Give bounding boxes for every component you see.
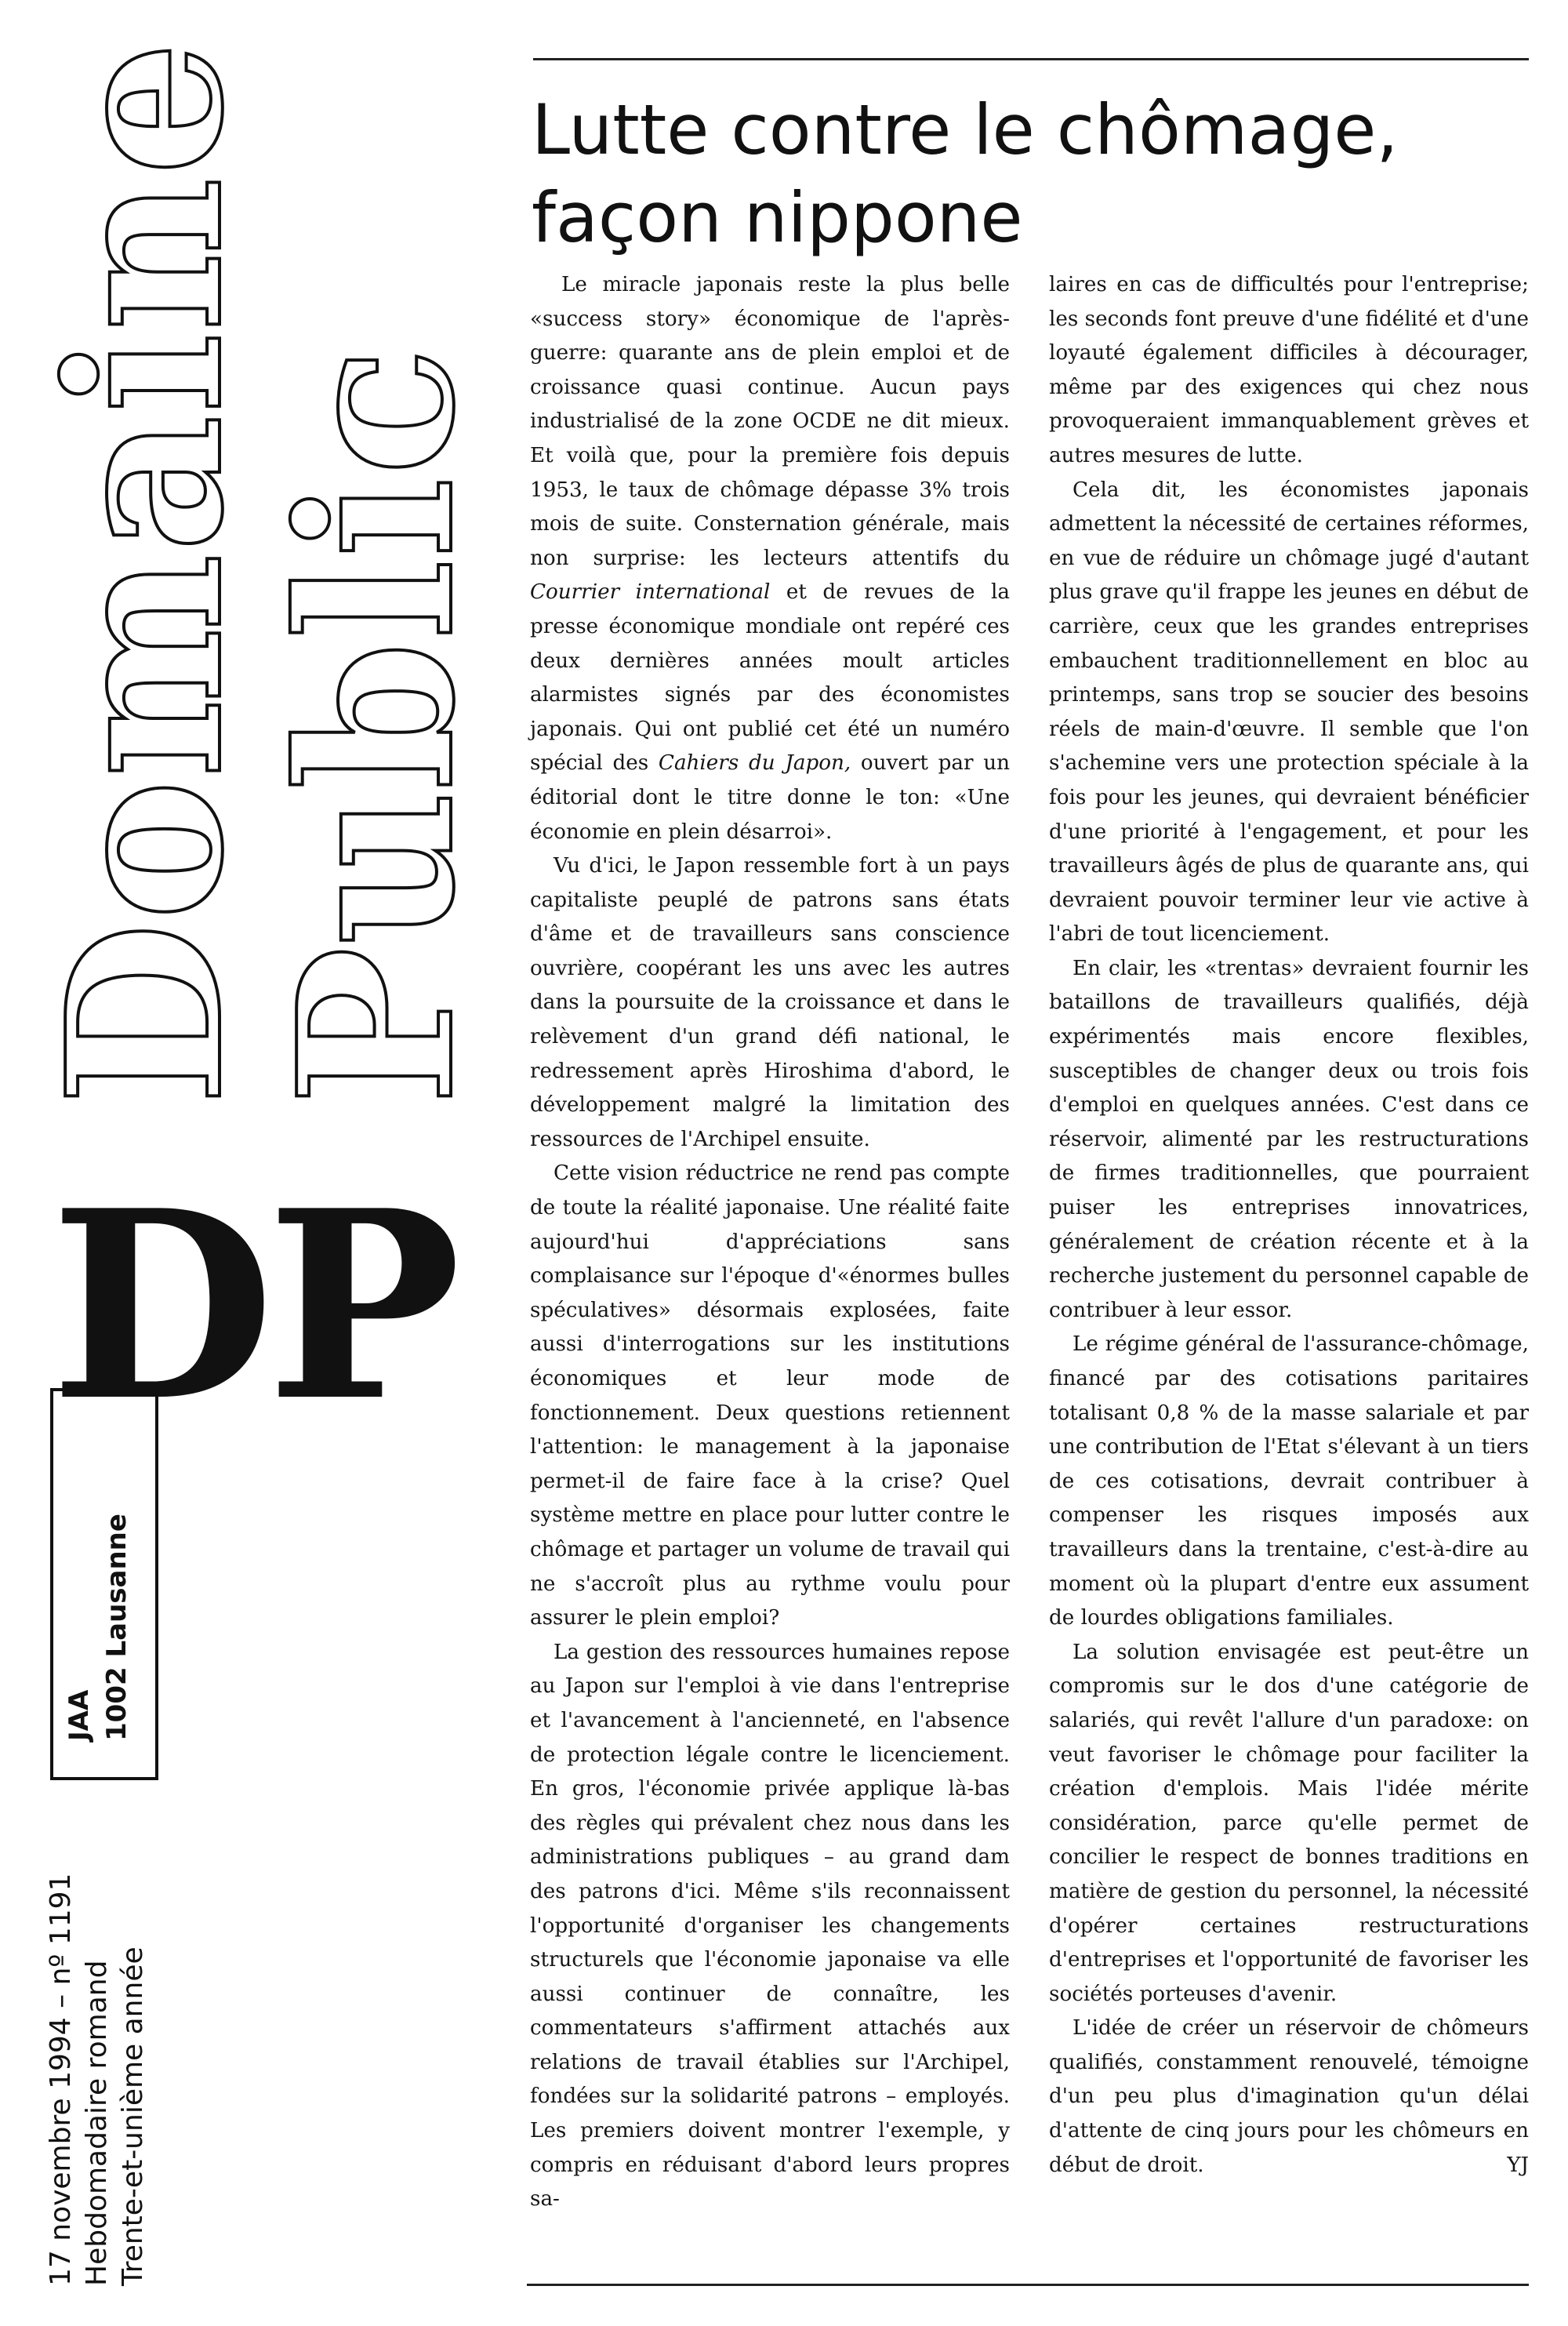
paragraph: Le miracle japonais reste la plus belle «success story» économique de l'après-guerre: quarante ans de plein emploi et de croissance quasi continue. Aucun pays industrialisé de la zone OCDE ne dit mieux. Et voilà que, pour la première fois depuis 1953, le taux de chômage dépasse 3% trois mois de suite. Consternation générale, mais non surprise: les lecteurs attentifs du Courrier international et de revues de la presse économique mondiale ont repéré ces deux dernières années moult articles alarmistes signés par des économistes japonais. Qui ont publié cet été un numéro spécial des Cahiers du Japon, ouvert par un éditorial dont le titre donne le ton: «Une économie en plein désarroi». xyxy=(530,273,1010,844)
paragraph: L'idée de créer un réservoir de chômeurs qualifiés, constamment renouvelé, témoigne d'un peu plus d'imagination qu'un délai d'attente de cinq jours pour les chômeurs en début de droit. YJ xyxy=(1049,2012,1529,2182)
masthead xyxy=(0,0,502,2326)
address-line-2: 1002 Lausanne xyxy=(101,1514,132,1741)
publication-year: Trente-et-unième année xyxy=(117,1946,149,2286)
article-column-2 xyxy=(1049,268,1529,2182)
paragraph: laires en cas de difficultés pour l'entreprise; les seconds font preuve d'une fidélité et d'une loyauté également difficiles à décourager, même par des exigences qui chez nous provoqueraient immanquablement grèves et autres mesures de lutte. xyxy=(1049,273,1529,467)
paragraph: Le régime général de l'assurance-chômage, financé par des cotisations paritaires totalisant 0,8 % de la masse salariale et par une contribution de l'Etat s'élevant à un tiers de ces cotisations, devrait contribuer à compenser les risques imposés aux travailleurs dans la trentaine, c'est-à-dire au moment où la plupart d'entre eux assument de lourdes obligations familiales. xyxy=(1049,1332,1529,1630)
bottom-rule xyxy=(527,2284,1529,2286)
paragraph: Vu d'ici, le Japon ressemble fort à un pays capitaliste peuplé de patrons sans états d'âme et de travailleurs sans conscience ouvrière, coopérant les uns avec les autres dans la poursuite de la croissance et dans le relèvement d'un grand défi national, le redressement après Hiroshima d'abord, le développement malgré la limitation des ressources de l'Archipel ensuite. xyxy=(530,854,1010,1151)
publication-name: Courrier international xyxy=(530,580,771,605)
paragraph: La gestion des ressources humaines repose au Japon sur l'emploi à vie dans l'entreprise et l'avancement à l'ancienneté, en l'absence de protection légale contre le licenciement. En gros, l'économie privée applique là-bas des règles qui prévalent chez nous dans les administrations publiques – au grand dam des patrons d'ici. Même s'ils reconnaissent l'opportunité d'organiser les changements structurels que l'économie japonaise va elle aussi continuer de connaître, les commentateurs s'affirment attachés aux relations de travail établies sur l'Archipel, fondées sur la solidarité patrons – employés. Les premiers doivent montrer l'exemple, y compris en réduisant d'abord leurs propres sa- xyxy=(530,1640,1010,2212)
address-line-1: JAA xyxy=(64,1689,95,1741)
paragraph: Cela dit, les économistes japonais admettent la nécessité de certaines réformes, en vue de réduire un chômage jugé d'autant plus grave qu'il frappe les jeunes en début de carrière, ceux que les grandes entreprises embauchent traditionnellement en bloc au printemps, sans trop se soucier des besoins réels de main-d'œuvre. Il semble que l'on s'achemine vers une protection spéciale à la fois pour les jeunes, qui devraient bénéficier d'une priorité à l'engagement, et pour les travailleurs âgés de plus de quarante ans, qui devraient pouvoir terminer leur vie active à l'abri de tout licenciement. xyxy=(1049,478,1529,947)
article-title: Lutte contre le chômage, façon nippone xyxy=(532,89,1399,258)
paragraph: En clair, les «trentas» devraient fournir les bataillons de travailleurs qualifiés, déjà expérimentés mais encore flexibles, susceptibles de changer deux ou trois fois d'emploi en quelques années. C'est dans ce réservoir, alimenté par les restructurations de firmes traditionnelles, que pourraient puiser les entreprises innovatrices, généralement de création récente et à la recherche justement du personnel capable de contribuer à leur essor. xyxy=(1049,956,1529,1322)
masthead-word-public: Public xyxy=(252,345,501,1106)
author-signature: YJ xyxy=(1507,2153,1529,2177)
paragraph: Cette vision réductrice ne rend pas compte de toute la réalité japonaise. Une réalité faite aujourd'hui d'appréciations sans complaisance sur l'époque d'«énormes bulles spéculatives» désormais explosées, faite aussi d'interrogations sur les institutions économiques et leur mode de fonctionnement. Deux questions retiennent l'attention: le management à la japonaise permet-il de faire face à la crise? Quel système mettre en place pour lutter contre le chômage et partager un volume de travail qui ne s'accroît plus au rythme voulu pour assurer le plein emploi? xyxy=(530,1161,1010,1630)
masthead-initials: DP xyxy=(50,1154,454,1458)
publication-type: Hebdomadaire romand xyxy=(81,1960,113,2286)
publication-name: Cahiers du Japon, xyxy=(658,751,851,776)
issue-date: 17 novembre 1994 – nº 1191 xyxy=(45,1873,77,2286)
masthead-word-domaine: Domaine xyxy=(20,39,270,1106)
top-rule xyxy=(533,58,1529,60)
paragraph: La solution envisagée est peut-être un compromis sur le dos d'une catégorie de salariés, qui revêt l'allure d'un paradoxe: on veut favoriser le chômage pour faciliter la création d'emplois. Mais l'idée mérite considération, parce qu'elle permet de concilier le respect de bonnes traditions en matière de gestion du personnel, la nécessité d'opérer certaines restructurations d'entreprises et l'opportunité de favoriser les sociétés porteuses d'avenir. xyxy=(1049,1640,1529,2006)
article-column-1 xyxy=(530,268,1010,2217)
